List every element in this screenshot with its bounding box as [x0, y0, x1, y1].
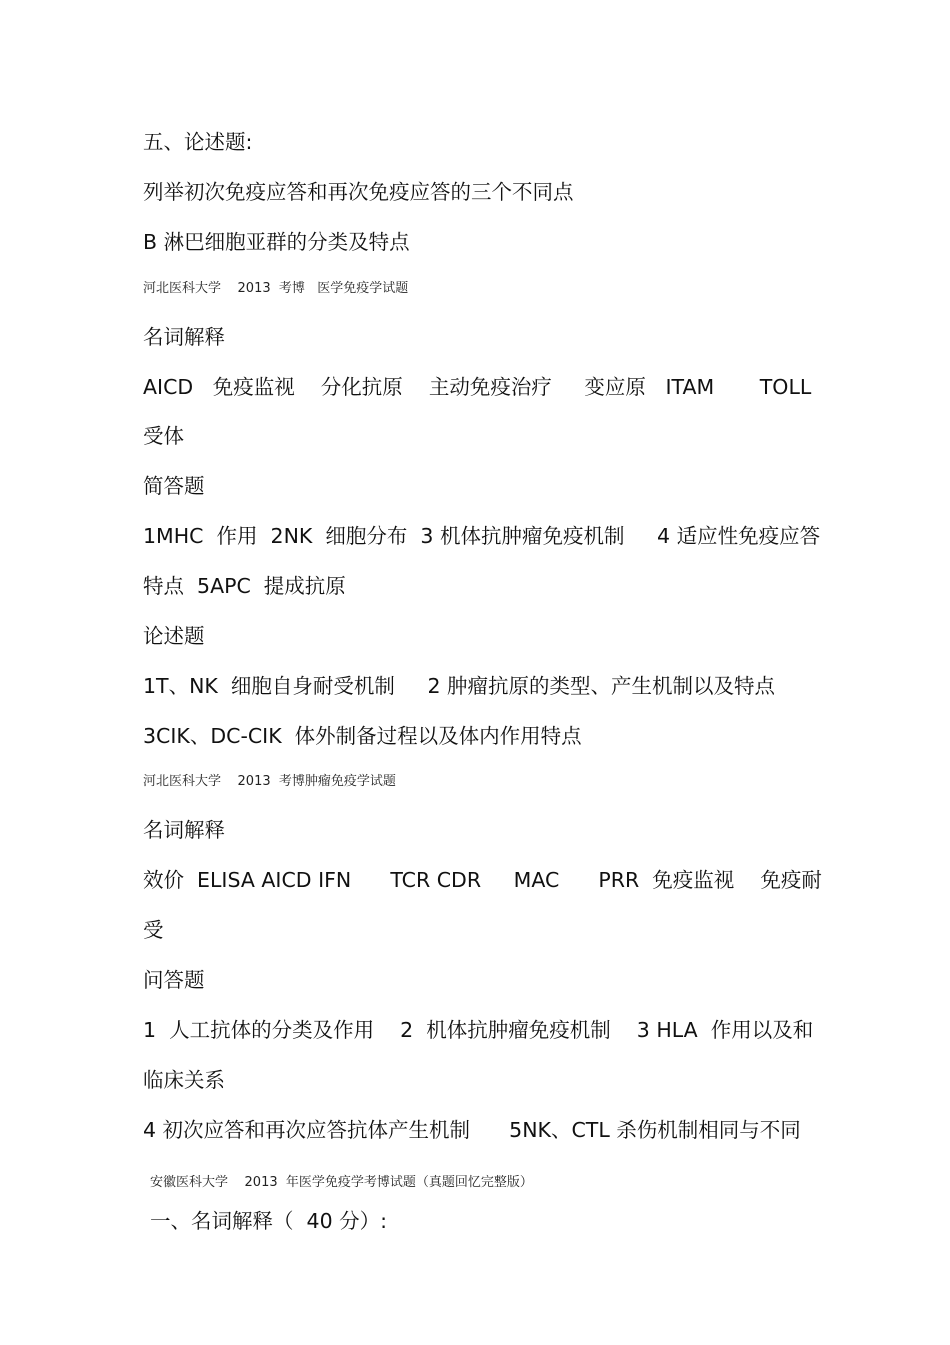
exam-heading: 河北医科大学 2013 考博 医学免疫学试题 — [143, 281, 409, 296]
question-line: 1T、NK 细胞自身耐受机制 2 肿瘤抗原的类型、产生机制以及特点 — [143, 674, 776, 698]
question-line: 1MHC 作用 2NK 细胞分布 3 机体抗肿瘤免疫机制 4 适应性免疫应答 — [143, 524, 821, 548]
section-title-essay: 五、论述题: — [143, 130, 253, 154]
section-title-qa: 问答题 — [143, 968, 205, 992]
section-title-short-answer: 简答题 — [143, 474, 205, 498]
terms-line: AICD 免疫监视 分化抗原 主动免疫治疗 变应原 ITAM TOLL — [143, 375, 812, 399]
question-line: B 淋巴细胞亚群的分类及特点 — [143, 230, 410, 254]
question-line: 1 人工抗体的分类及作用 2 机体抗肿瘤免疫机制 3 HLA 作用以及和 — [143, 1018, 814, 1042]
exam-heading: 河北医科大学 2013 考博肿瘤免疫学试题 — [143, 774, 396, 789]
section-title-terms: 名词解释 — [143, 818, 225, 842]
exam-heading: 安徽医科大学 2013 年医学免疫学考博试题（真题回忆完整版） — [150, 1175, 533, 1190]
question-line: 特点 5APC 提成抗原 — [143, 574, 346, 598]
terms-line: 受 — [143, 918, 164, 942]
section-title-terms: 一、名词解释（ 40 分）: — [150, 1209, 388, 1233]
section-title-essay: 论述题 — [143, 624, 205, 648]
terms-line: 效价 ELISA AICD IFN TCR CDR MAC PRR 免疫监视 免疫耐 — [143, 868, 822, 892]
section-title-terms: 名词解释 — [143, 325, 225, 349]
question-line: 临床关系 — [143, 1068, 225, 1092]
question-line: 列举初次免疫应答和再次免疫应答的三个不同点 — [143, 180, 574, 204]
question-line: 4 初次应答和再次应答抗体产生机制 5NK、CTL 杀伤机制相同与不同 — [143, 1118, 801, 1142]
terms-line: 受体 — [143, 424, 184, 448]
question-line: 3CIK、DC-CIK 体外制备过程以及体内作用特点 — [143, 724, 582, 748]
